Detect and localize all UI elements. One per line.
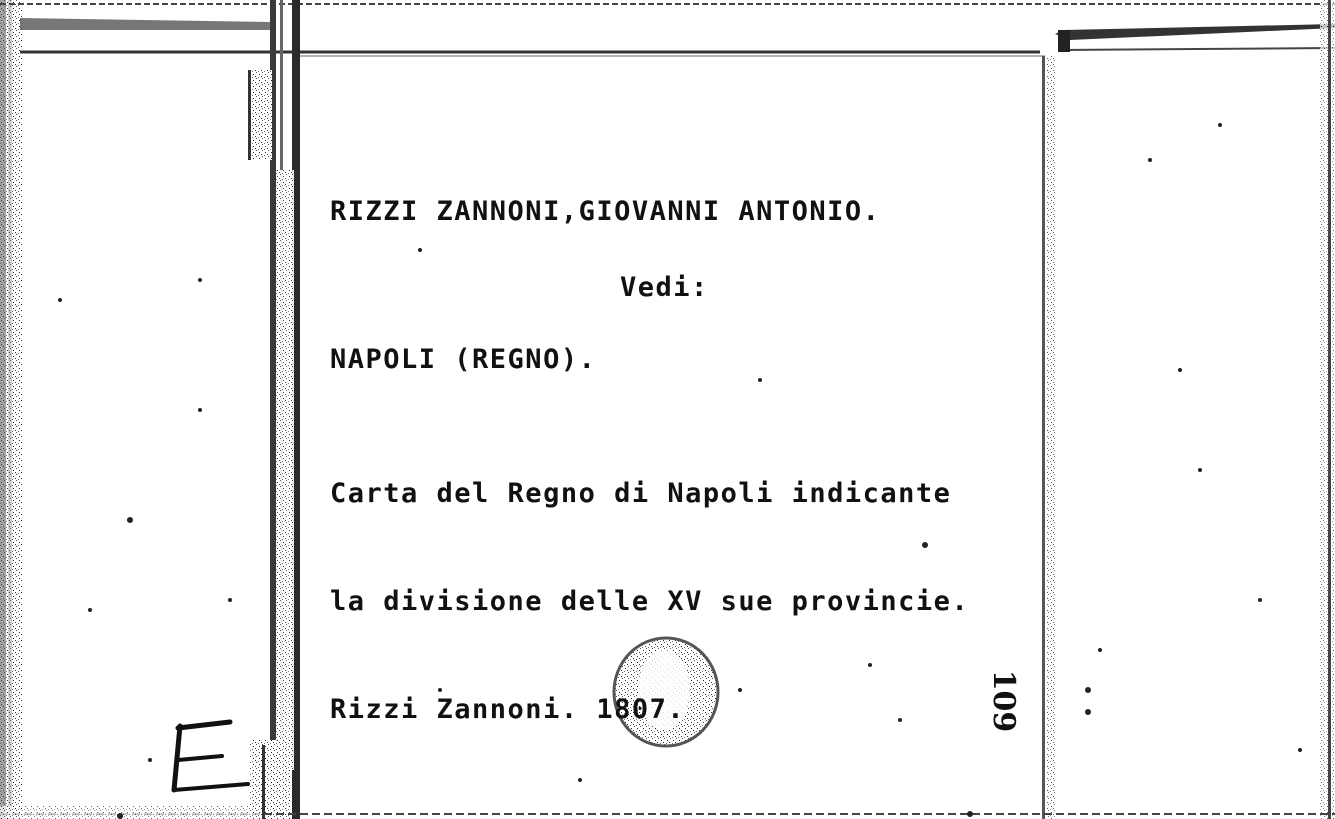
see-reference-label: Vedi:: [620, 272, 709, 303]
right-card-edge: [1042, 0, 1335, 819]
left-edge-shadow: [0, 0, 22, 819]
description-line: Carta del Regno di Napoli indicante: [330, 478, 952, 509]
card-subject: NAPOLI (REGNO).: [330, 344, 597, 375]
bottom-edge: [0, 806, 1335, 819]
card-heading: RIZZI ZANNONI,GIOVANNI ANTONIO.: [330, 196, 881, 227]
description-line: la divisione delle XV sue provincie.: [330, 586, 970, 617]
description-line: Rizzi Zannoni. 1807.: [330, 694, 686, 725]
card-description: [330, 404, 969, 764]
top-edge: [0, 4, 1335, 56]
card-number: 109: [986, 669, 1021, 733]
handwritten-f-mark: [174, 722, 248, 790]
left-card-edge: [248, 0, 300, 819]
